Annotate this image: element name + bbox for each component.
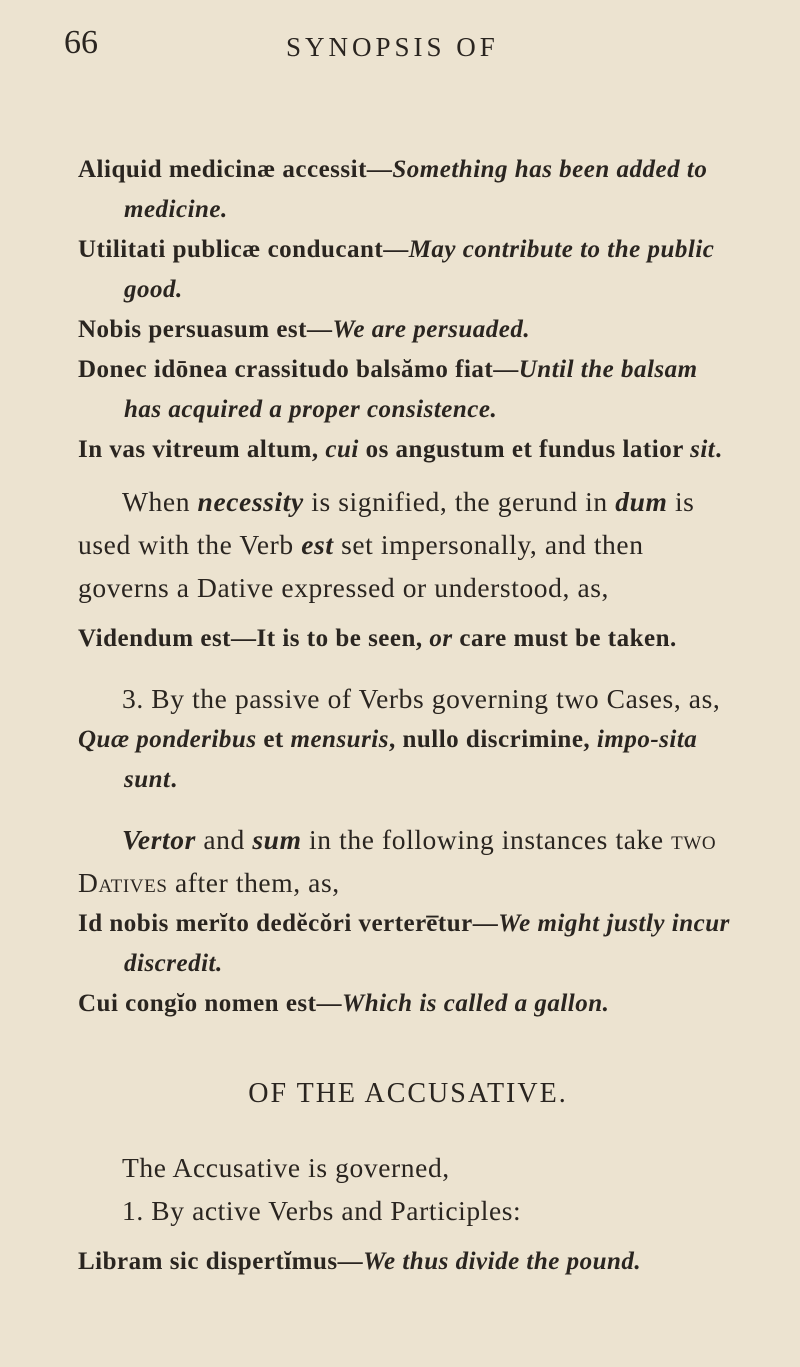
example-cui-congio [78, 984, 738, 1024]
paragraph-active-verbs: 1. By active Verbs and Participles: [122, 1195, 522, 1226]
latin-text: In vas vitreum altum, [78, 436, 326, 463]
latin-text: , nullo discrimine, [388, 726, 597, 753]
latin-text: os angustum et fundus latior [358, 436, 691, 463]
italic-word: impo-sita sunt [124, 726, 698, 793]
page-number: 66 [64, 24, 98, 61]
paragraph-necessity [78, 480, 738, 609]
english-gloss: We might justly incur discredit. [124, 910, 730, 977]
example-id-nobis [78, 904, 738, 984]
paragraph-passive: 3. By the passive of Verbs governing two Cases, as, [122, 683, 721, 714]
latin-text: Videndum est—It is to be seen, [78, 625, 430, 652]
latin-text: et [256, 726, 291, 753]
example-utilitati [78, 230, 738, 310]
latin-text: care must be taken. [452, 625, 677, 652]
latin-text: . [170, 766, 178, 793]
italic-word: cui [325, 436, 359, 463]
italic-word: Vertor [122, 824, 196, 855]
italic-word: sit [690, 436, 716, 463]
paragraph-vertor [78, 818, 738, 904]
page-body [78, 150, 738, 1282]
italic-word: est [301, 529, 334, 560]
latin-text: Id nobis merĭto dedĕcŏri vertere̅tur— [78, 910, 499, 937]
text-run: is used with the Verb [78, 486, 695, 560]
example-quae [78, 720, 738, 800]
running-title: SYNOPSIS OF [286, 32, 499, 62]
text-run: set impersonally, and then governs a Dative expressed or understood, as, [78, 529, 644, 603]
latin-text: Cui congĭo nomen est— [78, 990, 342, 1017]
text-run: in the following instances take [301, 824, 672, 855]
italic-word: Quæ ponderibus [78, 726, 257, 753]
section-heading: OF THE ACCUSATIVE. [248, 1078, 568, 1109]
example-aliquid [78, 150, 738, 230]
text-run: When [122, 486, 198, 517]
english-gloss: We thus divide the pound. [363, 1248, 642, 1275]
text-run: and [195, 824, 253, 855]
example-libram [78, 1242, 738, 1282]
english-gloss: Something has been added to medicine. [124, 156, 708, 223]
example-donec [78, 350, 738, 430]
italic-word: necessity [197, 486, 304, 517]
latin-text: Libram sic dispertĭmus— [78, 1248, 364, 1275]
example-videndum [78, 619, 738, 659]
english-gloss: Which is called a gallon. [341, 990, 610, 1017]
running-head [64, 18, 740, 78]
text-run: after them, as, [167, 867, 340, 898]
latin-text: Aliquid medicinæ accessit— [78, 156, 393, 183]
example-in-vas [78, 430, 738, 470]
italic-word: mensuris [290, 726, 389, 753]
latin-text: Donec idōnea crassitudo balsămo fiat— [78, 356, 519, 383]
paragraph-accusative: The Accusative is governed, [122, 1152, 450, 1183]
english-gloss: Until the balsam has acquired a proper consistence. [124, 356, 698, 423]
latin-text: Utilitati publicæ conducant— [78, 236, 409, 263]
italic-word: dum [615, 486, 668, 517]
latin-text: Nobis persuasum est— [78, 316, 333, 343]
small-caps-term: two Datives [78, 824, 717, 898]
english-gloss: We are persuaded. [332, 316, 531, 343]
example-nobis [78, 310, 738, 350]
italic-word: or [429, 625, 453, 652]
text-run: is signified, the gerund in [303, 486, 616, 517]
english-gloss: May contribute to the public good. [124, 236, 715, 303]
latin-text: . [715, 436, 722, 463]
italic-word: sum [252, 824, 302, 855]
